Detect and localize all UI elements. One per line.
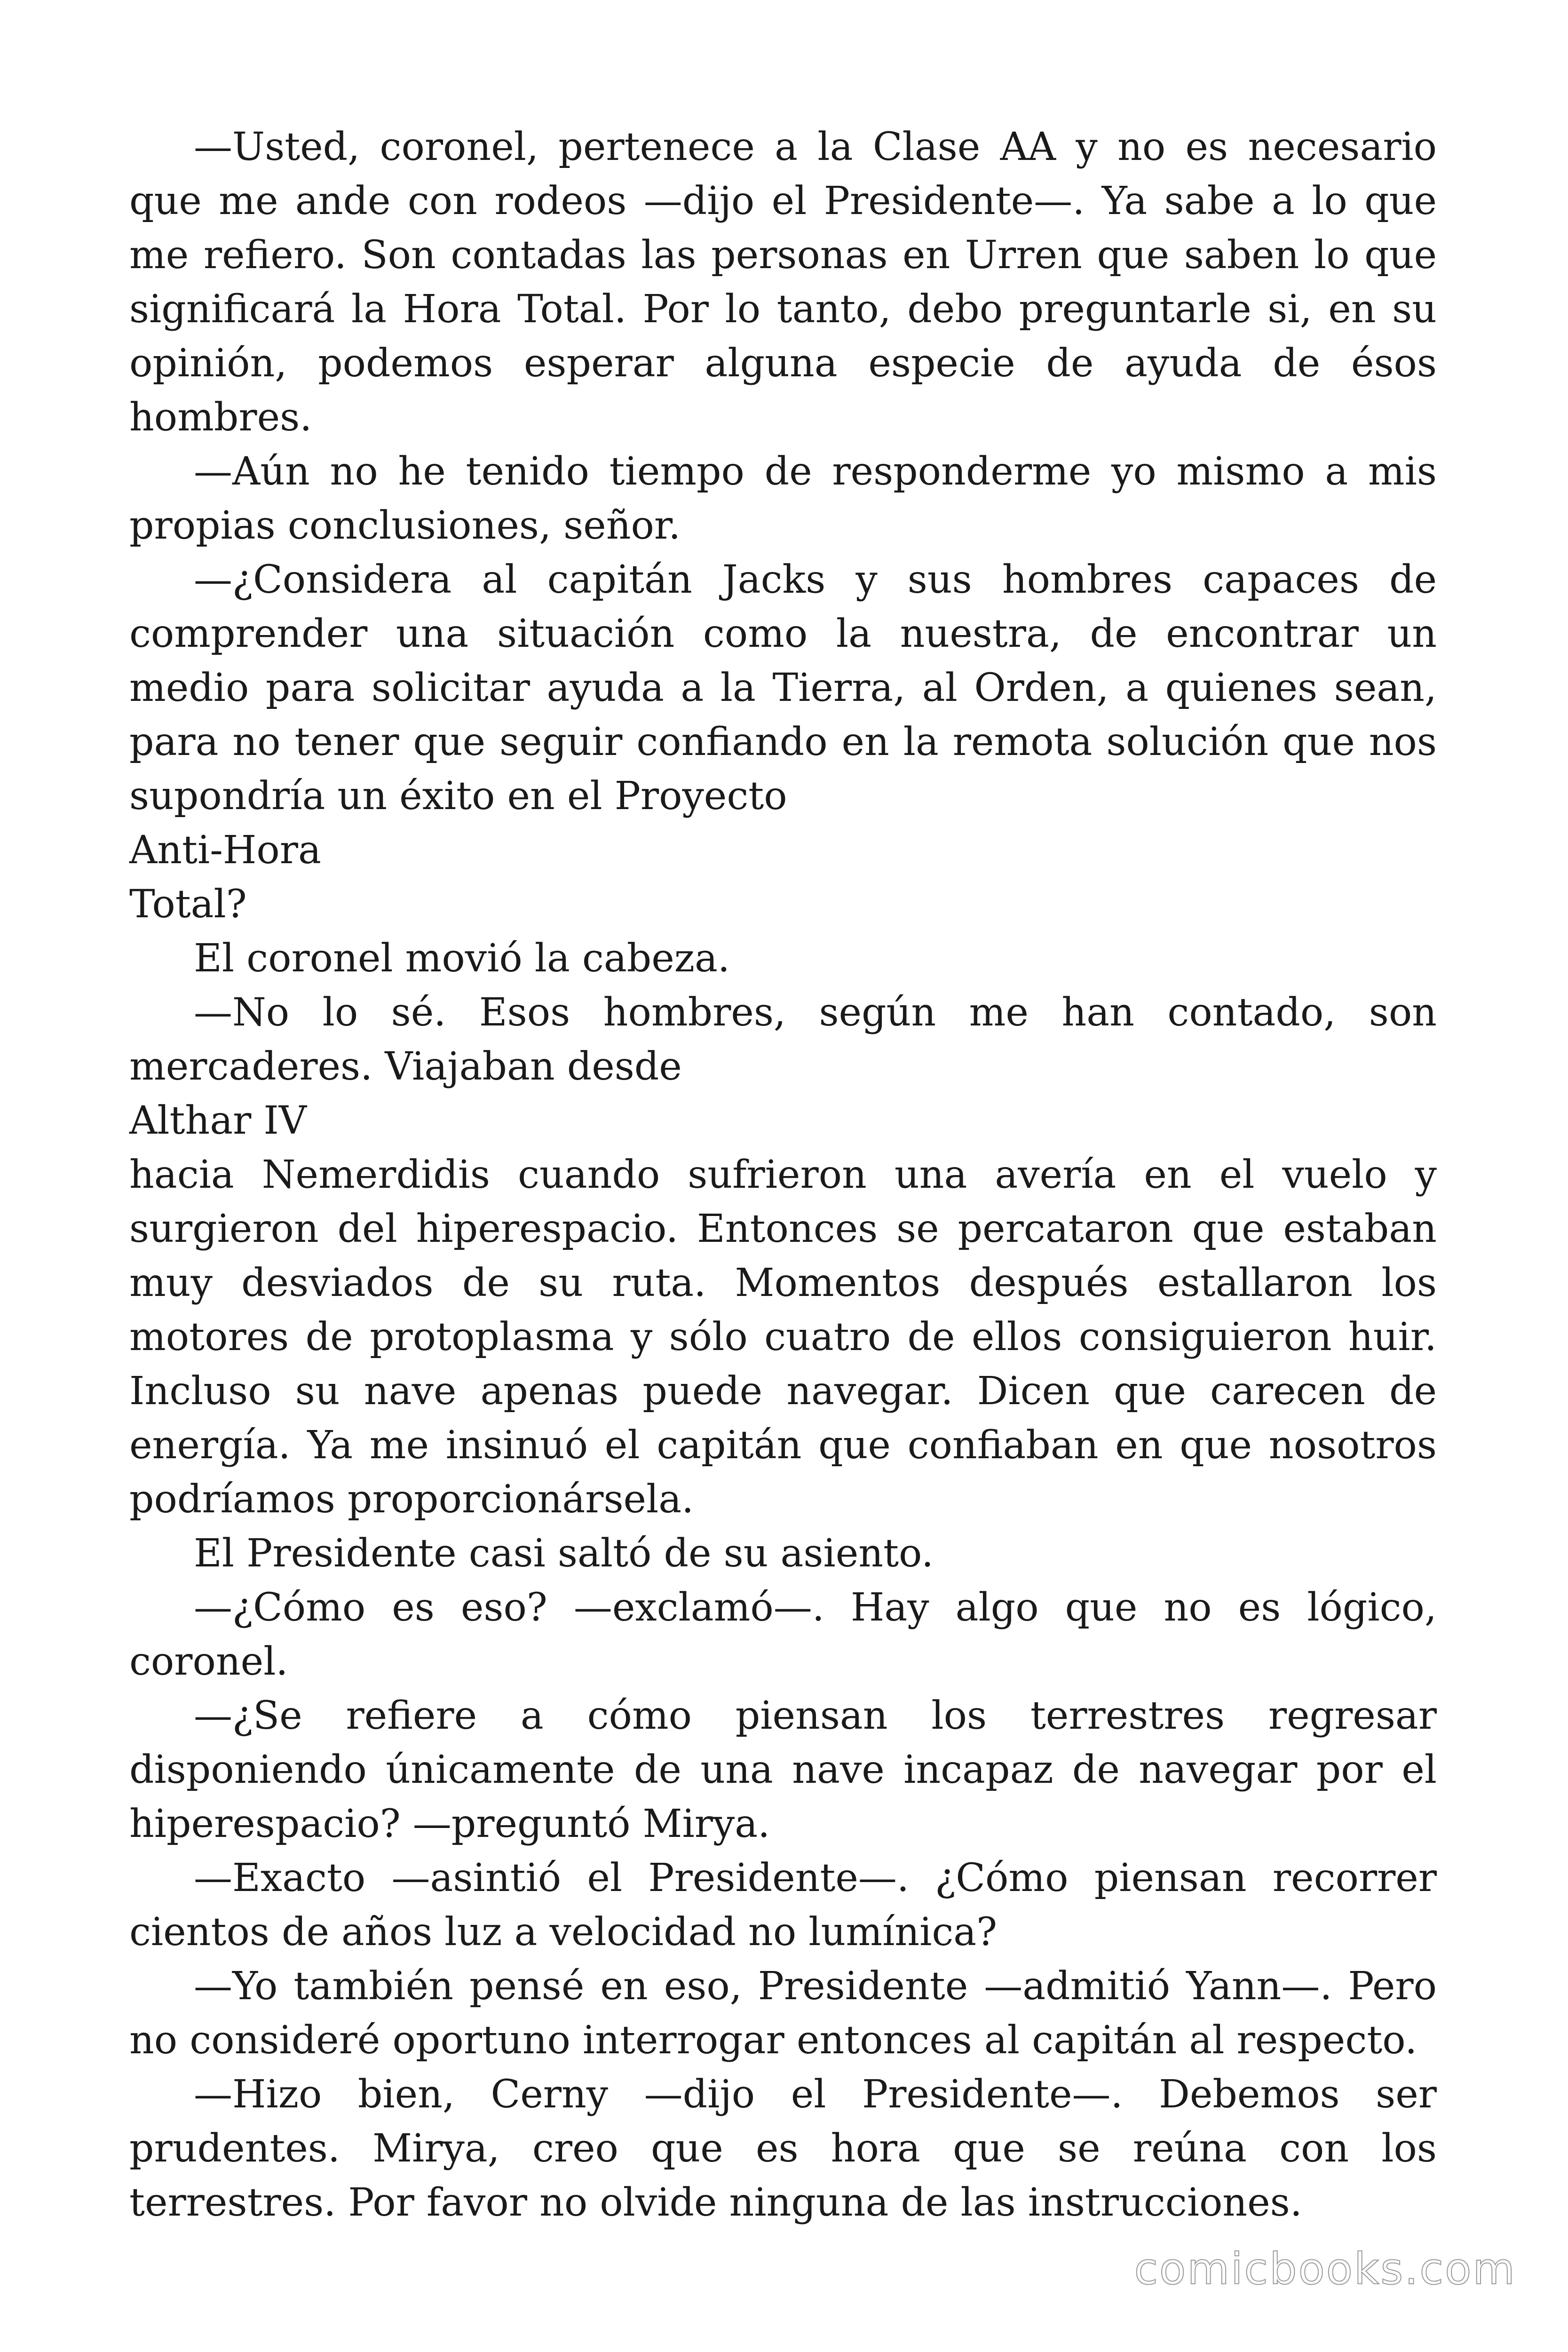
paragraph: hacia Nemerdidis cuando sufrieron una avería en el vuelo y surgieron del hiperespacio. Entonces se percataron que estaban muy desviados de su ruta. Momentos después estallaron los motores de protoplasma y sólo cuatro de ellos consiguieron huir. Incluso su nave apenas puede navegar. Dicen que carecen de energía. Ya me insinuó el capitán que confiaban en que nosotros podríamos proporcionársela. <box>129 1152 1437 1522</box>
paragraph: —Hizo bien, Cerny —dijo el Presidente—. Debemos ser prudentes. Mirya, creo que es hora que se reúna con los terrestres. Por favor no olvide ninguna de las instrucciones. <box>129 2072 1437 2225</box>
page-body <box>129 120 1437 2230</box>
paragraph: El Presidente casi saltó de su asiento. <box>194 1531 934 1576</box>
paragraph: —¿Considera al capitán Jacks y sus hombres capaces de comprender una situación como la nuestra, de encontrar un medio para solicitar ayuda a la Tierra, al Orden, a quienes sean, para no tener que seguir confiando en la remota solución que nos supondría un éxito en el Proyecto <box>129 557 1437 818</box>
paragraph: —¿Cómo es eso? —exclamó—. Hay algo que no es lógico, coronel. <box>129 1585 1437 1684</box>
paragraph: —Aún no he tenido tiempo de responderme yo mismo a mis propias conclusiones, señor. <box>129 449 1437 548</box>
paragraph: Anti-Hora <box>129 828 321 873</box>
paragraph: —Exacto —asintió el Presidente—. ¿Cómo piensan recorrer cientos de años luz a velocidad no lumínica? <box>129 1856 1437 1955</box>
paragraph: —No lo sé. Esos hombres, según me han contado, son mercaderes. Viajaban desde <box>129 990 1437 1089</box>
paragraph: —¿Se refiere a cómo piensan los terrestres regresar disponiendo únicamente de una nave incapaz de navegar por el hiperespacio? —preguntó Mirya. <box>129 1693 1437 1846</box>
paragraph: —Usted, coronel, pertenece a la Clase AA y no es necesario que me ande con rodeos —dijo el Presidente—. Ya sabe a lo que me refiero. Son contadas las personas en Urren que saben lo que significará la Hora Total. Por lo tanto, debo preguntarle si, en su opinión, podemos esperar alguna especie de ayuda de ésos hombres. <box>129 125 1437 440</box>
paragraph: Althar IV <box>129 1098 307 1143</box>
paragraph: El coronel movió la cabeza. <box>194 936 730 981</box>
watermark: comicbooks.com <box>1134 2244 1516 2294</box>
paragraph: Total? <box>129 882 247 927</box>
paragraph: —Yo también pensé en eso, Presidente —admitió Yann—. Pero no consideré oportuno interrogar entonces al capitán al respecto. <box>129 1964 1437 2063</box>
